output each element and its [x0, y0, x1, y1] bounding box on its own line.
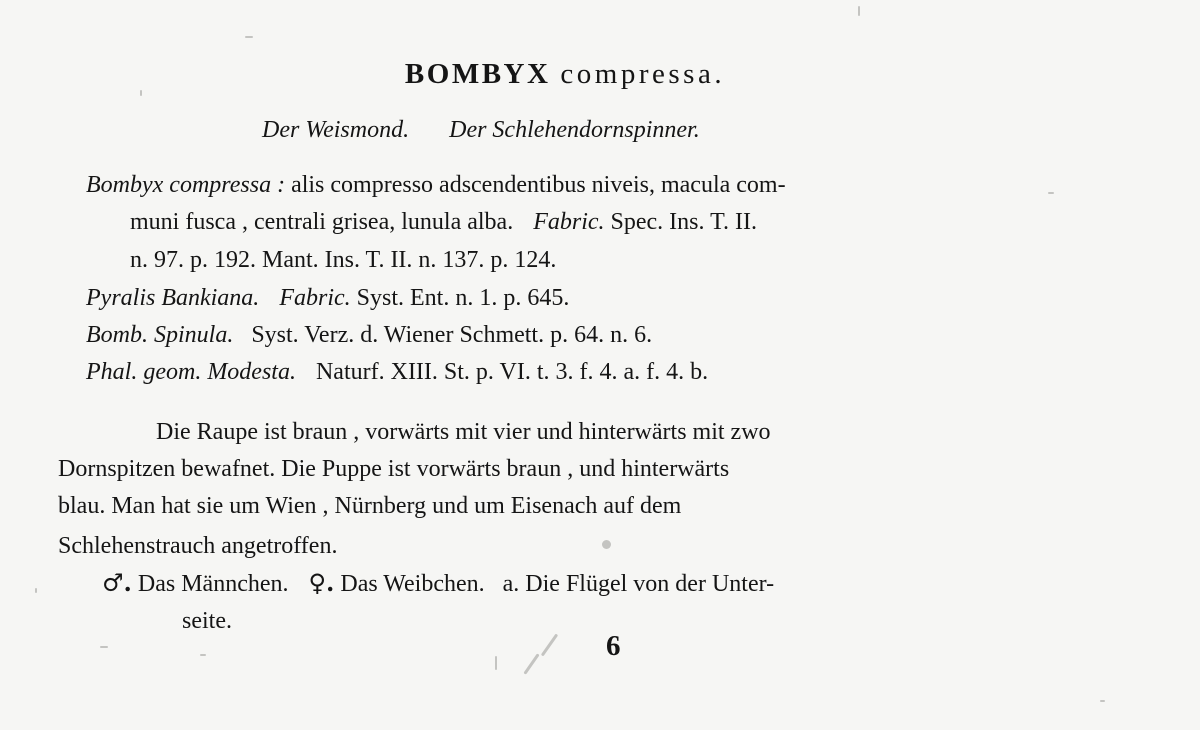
legend-line [102, 568, 774, 599]
page-title [0, 58, 1130, 91]
synonym-text: Syst. Ent. n. 1. p. 645. [356, 285, 570, 311]
description-line [156, 417, 771, 447]
scan-speck [100, 646, 108, 648]
female-symbol: ♀. [308, 568, 335, 597]
description-text: Schlehenstrauch angetroffen. [58, 533, 338, 559]
synonym-text: alis compresso adscendentibus niveis, macula com- [291, 172, 786, 198]
synonym-text: Naturf. XIII. St. p. VI. t. 3. f. 4. a. f. 4. b. [315, 359, 709, 385]
page-number: 6 [606, 630, 621, 662]
synonym-name: Bomb. Spinula. [86, 322, 234, 348]
synonym-name: Bombyx compressa : [86, 172, 286, 198]
description-line [58, 454, 729, 484]
synonym-text: Syst. Verz. d. Wiener Schmett. p. 64. n. 6. [251, 322, 653, 348]
common-name-1: Der Weismond. [262, 117, 410, 143]
synonym-line [86, 283, 569, 313]
description-text: Dornspitzen bewafnet. Die Puppe ist vorwärts braun , und hinterwärts [58, 456, 730, 482]
synonym-name: Pyralis Bankiana. [86, 285, 260, 311]
synonym-line [86, 170, 786, 200]
title-genus: BOMBYX [404, 58, 551, 90]
scan-speck [602, 540, 611, 549]
description-text: Die Raupe ist braun , vorwärts mit vier und hinterwärts mit zwo [156, 419, 771, 445]
synonym-text: Spec. Ins. T. II. [610, 209, 757, 235]
synonym-line [130, 207, 757, 237]
female-caption: Das Weibchen. [340, 571, 485, 597]
legend-continuation: seite. [182, 608, 232, 634]
scan-speck [35, 588, 37, 593]
male-caption: Das Männchen. [137, 571, 289, 597]
scan-speck [858, 6, 860, 16]
synonym-author: Fabric. [279, 285, 351, 311]
synonym-name: Phal. geom. Modesta. [86, 359, 296, 385]
scan-speck [495, 656, 497, 670]
description-text: blau. Man hat sie um Wien , Nürnberg und um Eisenach auf dem [58, 493, 682, 519]
title-species: compressa. [560, 58, 726, 90]
description-line [58, 491, 681, 521]
scan-speck [541, 633, 558, 656]
male-symbol: ♂. [102, 568, 132, 597]
page-subtitle [262, 117, 700, 144]
scan-speck [523, 653, 539, 674]
synonym-text: n. 97. p. 192. Mant. Ins. T. II. n. 137. p. 124. [130, 247, 557, 273]
description-line [58, 531, 337, 561]
legend-line [182, 606, 232, 636]
synonym-line [130, 245, 556, 275]
synonym-author: Fabric. [533, 209, 605, 235]
synonym-line [86, 320, 652, 350]
synonym-text: muni fusca , centrali grisea, lunula alba. [130, 209, 514, 235]
figure-a-caption: a. Die Flügel von der Unter- [502, 571, 775, 597]
common-name-2: Der Schlehendornspinner. [449, 117, 700, 143]
scan-speck [245, 36, 253, 38]
scan-speck [200, 654, 206, 656]
scan-speck [1100, 700, 1105, 702]
synonym-line [86, 357, 708, 387]
scan-speck [1048, 192, 1054, 194]
